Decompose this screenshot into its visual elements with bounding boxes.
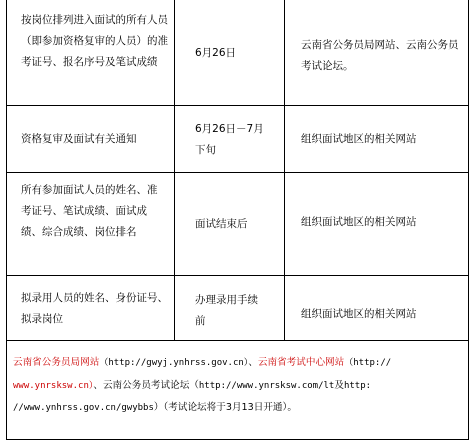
row-4-item: 拟录用人员的姓名、身份证号、拟录岗位 <box>21 292 168 325</box>
site1-link[interactable]: 云南省公务员局网站 <box>13 357 100 368</box>
forum-url-1[interactable]: http://www.ynrsksw.com/lt <box>198 380 335 391</box>
row-1-place: 云南省公务员局网站、云南公务员考试论坛。 <box>301 39 459 72</box>
row-1-item: 按岗位排列进入面试的所有人员（即参加资格复审的人员）的准考证号、报名序号及笔试成绩 <box>21 14 168 68</box>
row-2-place: 组织面试地区的相关网站 <box>301 133 417 145</box>
row-3-place: 组织面试地区的相关网站 <box>301 216 417 228</box>
table-border-right <box>468 0 469 440</box>
website-notice <box>6 347 467 425</box>
site1-url: （http://gwyj.ynhrss.gov.cn） <box>99 358 249 368</box>
and-text: 及 <box>334 379 344 391</box>
forum-url-2b[interactable]: //www.ynhrss.gov.cn/gwybbs <box>13 403 154 413</box>
column-divider-2 <box>284 0 285 340</box>
site2-url-a: （http:// <box>344 358 392 368</box>
forum-url-2a[interactable]: http: <box>343 380 372 391</box>
row-4-place: 组织面试地区的相关网站 <box>301 308 417 320</box>
row-4-time: 办理录用手续前 <box>195 294 258 327</box>
separator-text: 、 <box>248 357 258 368</box>
forum-intro-text: 、云南公务员考试论坛（ <box>93 379 199 391</box>
row-divider-3 <box>6 275 469 276</box>
row-3-time: 面试结束后 <box>195 218 248 230</box>
row-2-time: 6月26日－7月下旬 <box>195 123 264 156</box>
row-3-item: 所有参加面试人员的姓名、准考证号、笔试成绩、面试成绩、综合成绩、岗位排名 <box>21 184 158 238</box>
row-divider-1 <box>6 105 469 106</box>
forum-open-note: ）（考试论坛将于3月13日开通）。 <box>153 402 297 413</box>
site2-url-b[interactable]: www.ynrsksw.cn） <box>13 380 94 391</box>
row-1-time: 6月26日 <box>195 47 237 59</box>
row-divider-4 <box>6 340 469 341</box>
table-border-bottom <box>6 439 469 440</box>
row-divider-2 <box>6 172 469 173</box>
site2-link[interactable]: 云南省考试中心网站 <box>257 357 345 368</box>
row-2-item: 资格复审及面试有关通知 <box>21 133 137 145</box>
